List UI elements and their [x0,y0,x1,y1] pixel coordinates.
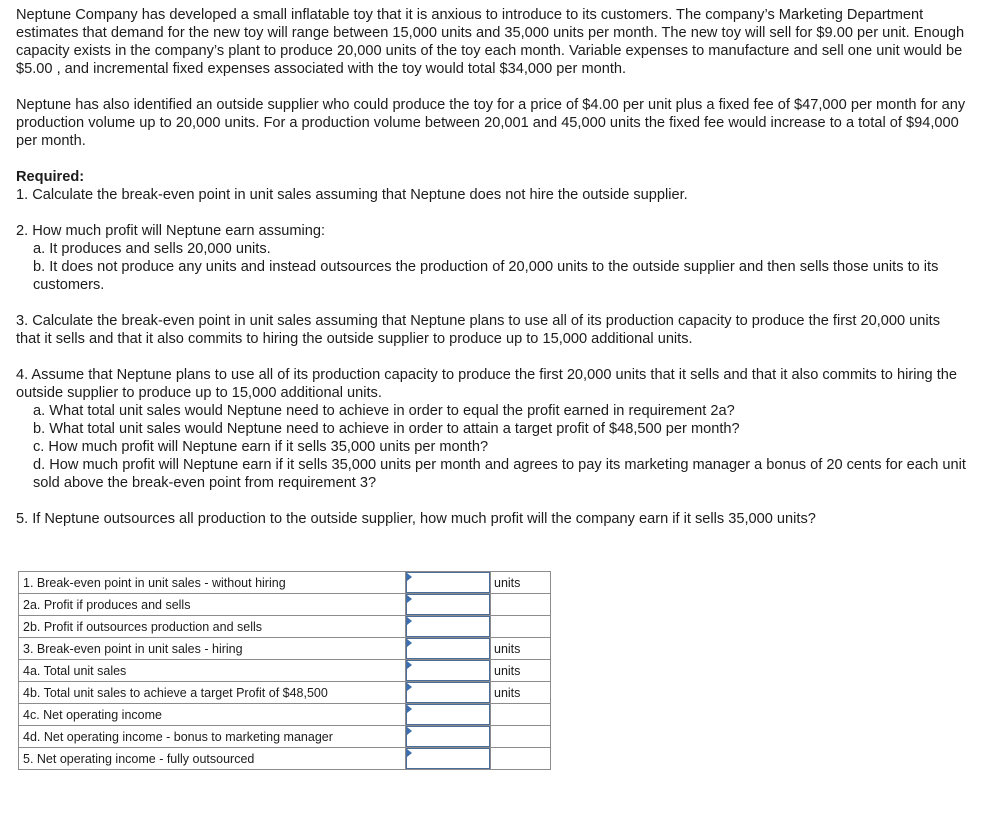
answer-unit [491,726,551,748]
answer-input-4b[interactable] [406,682,491,704]
answer-label: 3. Break-even point in unit sales - hiring [19,638,406,660]
table-row [19,660,551,682]
answer-input-3[interactable] [406,638,491,660]
answer-input-2b[interactable] [406,616,491,638]
answer-label: 4d. Net operating income - bonus to marketing manager [19,726,406,748]
requirement-2b: b. It does not produce any units and instead outsources the production of 20,000 units to the outside supplier and then sells those units to its customers. [33,259,939,293]
requirement-4b: b. What total unit sales would Neptune need to achieve in order to attain a target profit of $48,500 per month? [33,421,740,437]
answer-input-5[interactable] [406,748,491,770]
table-row [19,726,551,748]
problem-paragraph-intro: Neptune Company has developed a small inflatable toy that it is anxious to introduce to its customers. The company’s Marketing Department estimates that demand for the new toy will range between 15,000 units and 35,000 units per month. The new toy will sell for $9.00 per unit. Enough capacity exists in the company’s plant to produce 20,000 units of the toy each month. Variable expenses to manufacture and sell one unit would be $5.00 , and incremental fixed expenses associated with the toy would total $34,000 per month. [16,7,965,77]
answer-unit [491,704,551,726]
requirement-4: 4. Assume that Neptune plans to use all of its production capacity to produce the first 20,000 units that it sells and that it also commits to hiring the outside supplier to produce up to 15,000 additional units. [16,367,958,401]
answer-unit [491,594,551,616]
answer-label: 5. Net operating income - fully outsourced [19,748,406,770]
input-marker-icon [407,595,412,603]
answer-table [18,571,551,770]
table-row [19,748,551,770]
input-marker-icon [407,573,412,581]
problem-paragraph-supplier: Neptune has also identified an outside supplier who could produce the toy for a price of $4.00 per unit plus a fixed fee of $47,000 per month for any production volume up to 20,000 units. For a production volume between 20,001 and 45,000 units the fixed fee would increase to a total of $94,000 per month. [16,97,966,149]
problem-text [16,6,966,528]
answer-unit [491,748,551,770]
table-row [19,616,551,638]
requirement-4a: a. What total unit sales would Neptune need to achieve in order to equal the profit earned in requirement 2a? [33,403,735,419]
input-marker-icon [407,661,412,669]
requirement-5: 5. If Neptune outsources all production to the outside supplier, how much profit will the company earn if it sells 35,000 units? [16,511,816,527]
table-row [19,572,551,594]
answer-label: 1. Break-even point in unit sales - without hiring [19,572,406,594]
requirement-1: 1. Calculate the break-even point in unit sales assuming that Neptune does not hire the outside supplier. [16,187,688,203]
table-row [19,638,551,660]
answer-input-4a[interactable] [406,660,491,682]
answer-input-4c[interactable] [406,704,491,726]
requirement-4c: c. How much profit will Neptune earn if it sells 35,000 units per month? [33,439,489,455]
requirement-2: 2. How much profit will Neptune earn assuming: [16,223,326,239]
answer-label: 4a. Total unit sales [19,660,406,682]
table-row [19,594,551,616]
answer-unit: units [491,682,551,704]
answer-label: 2b. Profit if outsources production and sells [19,616,406,638]
answer-unit: units [491,638,551,660]
answer-input-2a[interactable] [406,594,491,616]
input-marker-icon [407,683,412,691]
input-marker-icon [407,749,412,757]
requirement-2a: a. It produces and sells 20,000 units. [33,241,271,257]
required-heading: Required: [16,169,85,185]
requirement-4d: d. How much profit will Neptune earn if it sells 35,000 units per month and agrees to pay its marketing manager a bonus of 20 cents for each unit sold above the break-even point from requirement 3? [33,457,966,491]
answer-label: 2a. Profit if produces and sells [19,594,406,616]
input-marker-icon [407,617,412,625]
answer-unit: units [491,572,551,594]
requirement-3: 3. Calculate the break-even point in unit sales assuming that Neptune plans to use all of its production capacity to produce the first 20,000 units that it sells and that it also commits to hiring the outside supplier to produce up to 15,000 additional units. [16,313,941,347]
table-row [19,682,551,704]
answer-unit [491,616,551,638]
answer-input-4d[interactable] [406,726,491,748]
table-row [19,704,551,726]
input-marker-icon [407,727,412,735]
answer-label: 4b. Total unit sales to achieve a target Profit of $48,500 [19,682,406,704]
answer-input-1[interactable] [406,572,491,594]
input-marker-icon [407,705,412,713]
answer-unit: units [491,660,551,682]
input-marker-icon [407,639,412,647]
answer-label: 4c. Net operating income [19,704,406,726]
